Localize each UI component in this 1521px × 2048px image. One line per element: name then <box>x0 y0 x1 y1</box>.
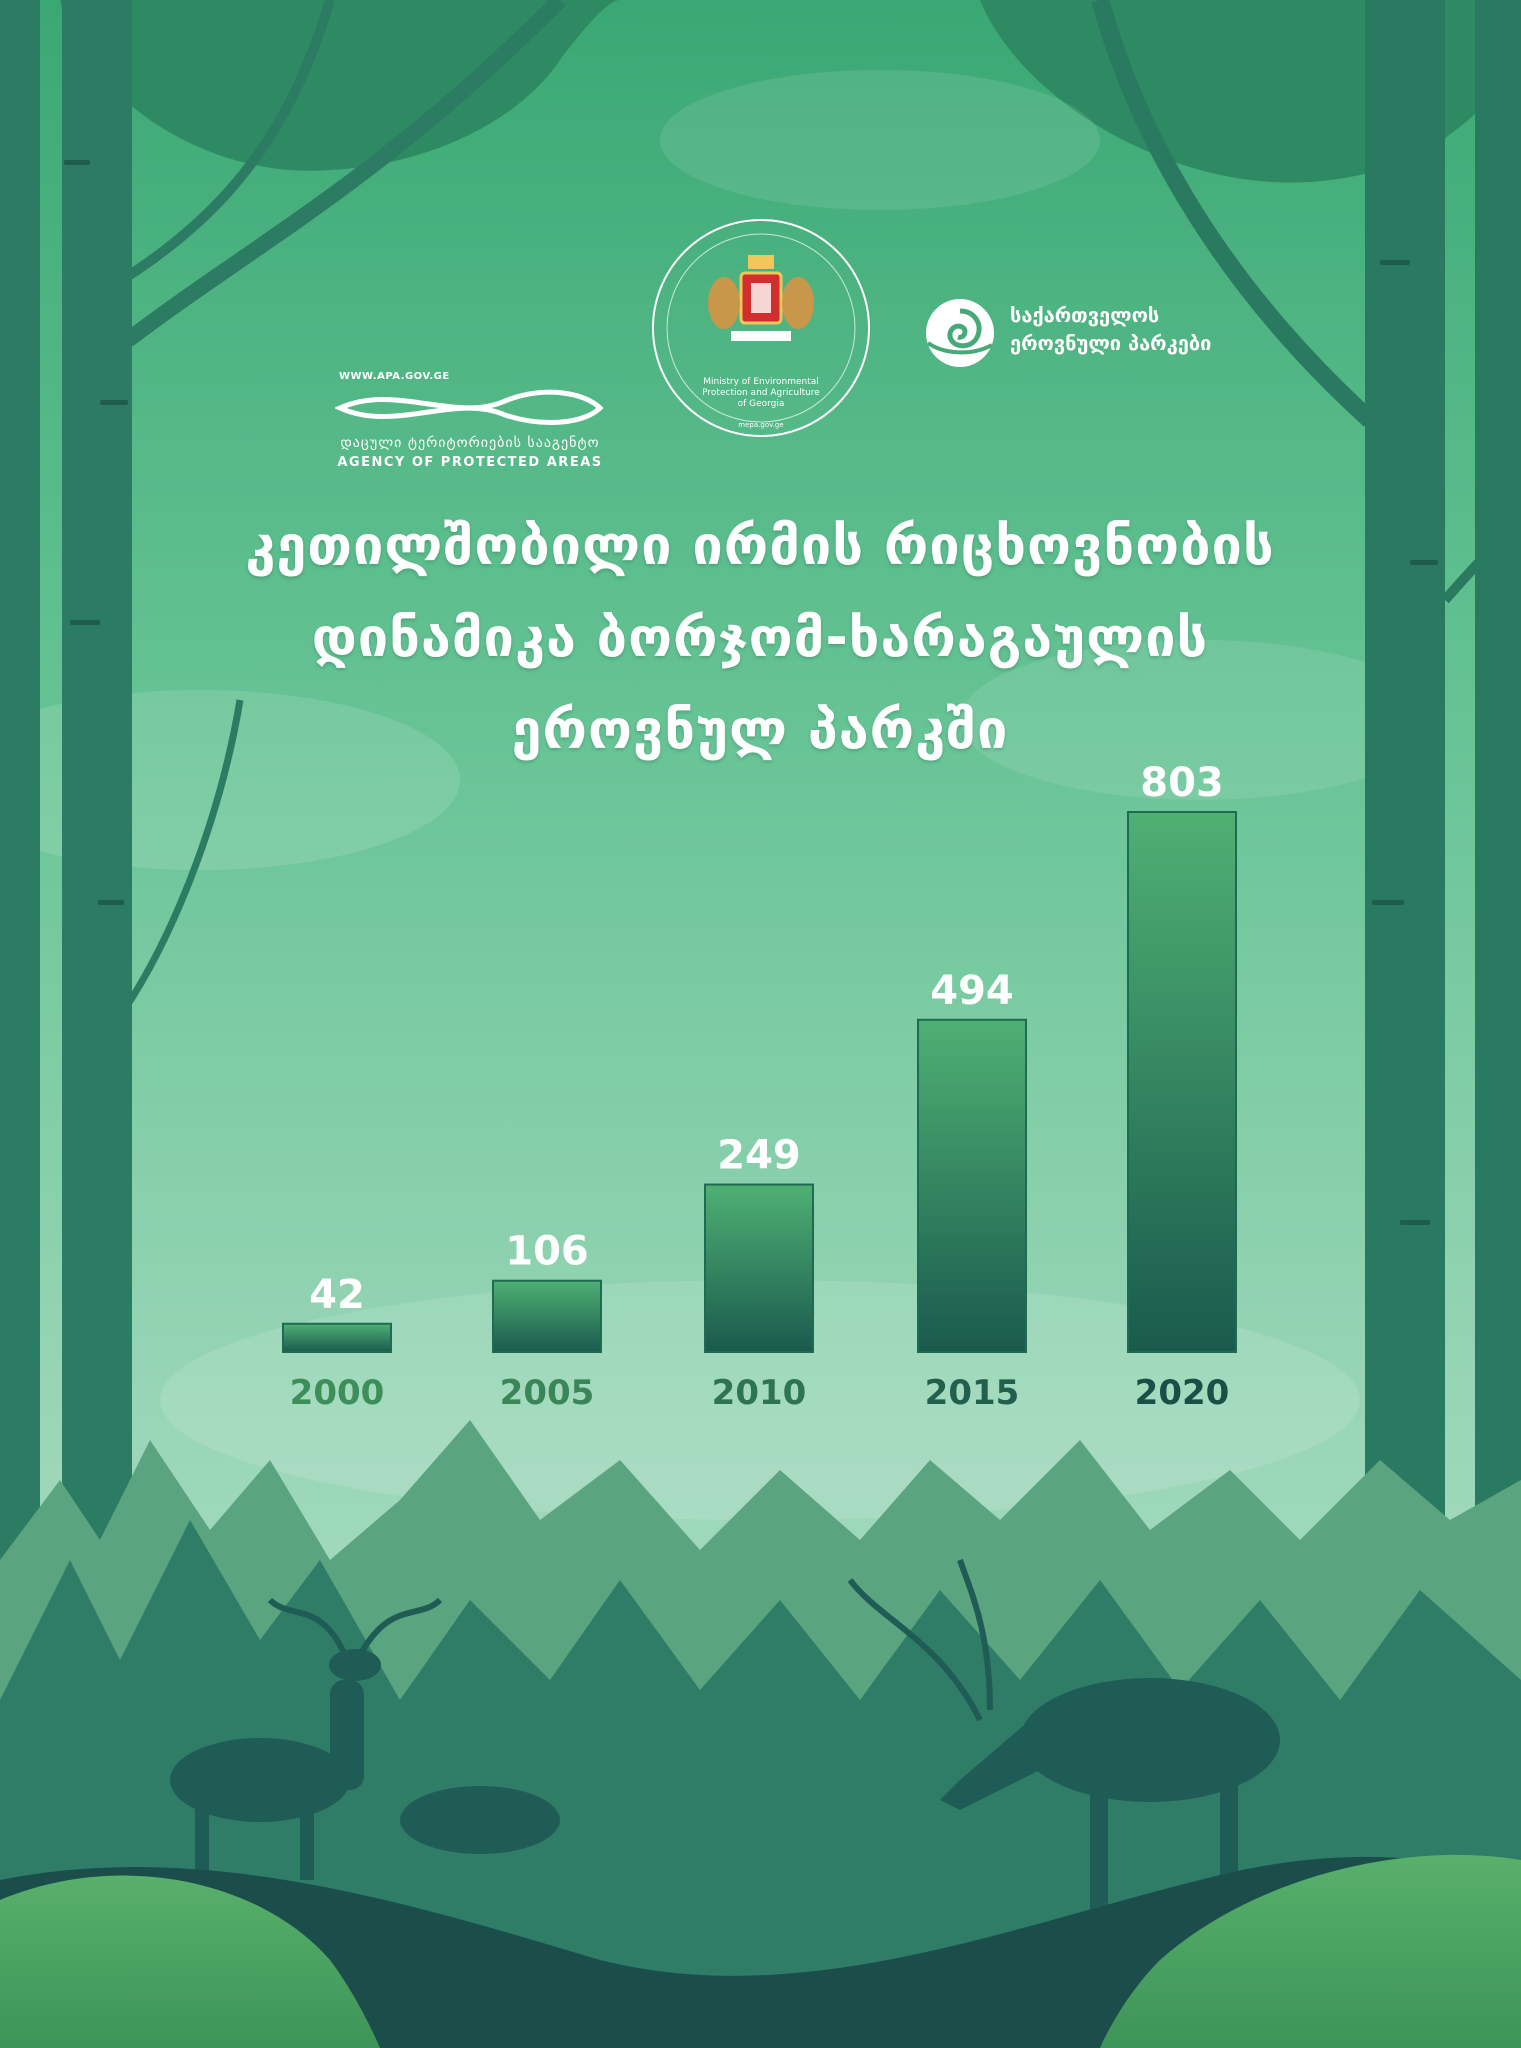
title-line-3: ეროვნულ პარკში <box>511 698 1009 761</box>
value-label-2005: 106 <box>505 1228 589 1275</box>
bar-2010 <box>705 1185 813 1352</box>
year-label-2020: 2020 <box>1134 1373 1230 1413</box>
bar-2000 <box>283 1324 391 1352</box>
value-label-2000: 42 <box>309 1271 365 1318</box>
year-label-2005: 2005 <box>499 1373 595 1413</box>
year-label-2000: 2000 <box>289 1373 385 1413</box>
parks-line2: ეროვნული პარკები <box>1010 331 1212 355</box>
bar-2015 <box>918 1020 1026 1352</box>
value-label-2020: 803 <box>1140 760 1224 806</box>
apa-name-en: AGENCY OF PROTECTED AREAS <box>337 455 603 470</box>
ministry-name: Ministry of Environmental Protection and Agriculture of Georgia <box>702 377 820 409</box>
year-label-2010: 2010 <box>711 1373 807 1413</box>
value-label-2010: 249 <box>717 1132 801 1179</box>
parks-line1: საქართველოს <box>1010 303 1160 327</box>
ministry-url: mepa.gov.ge <box>738 421 784 429</box>
apa-name-ka: დაცული ტერიტორიების სააგენტო <box>340 435 600 451</box>
title-line-2: დინამიკა ბორჯომ-ხარაგაულის <box>311 606 1209 669</box>
value-label-2015: 494 <box>930 967 1014 1014</box>
year-label-2015: 2015 <box>924 1373 1020 1413</box>
bar-2005 <box>493 1281 601 1352</box>
bar-2020 <box>1128 812 1236 1352</box>
apa-url: WWW.APA.GOV.GE <box>339 371 450 382</box>
title-line-1: კეთილშობილი ირმის რიცხოვნობის <box>245 514 1275 577</box>
